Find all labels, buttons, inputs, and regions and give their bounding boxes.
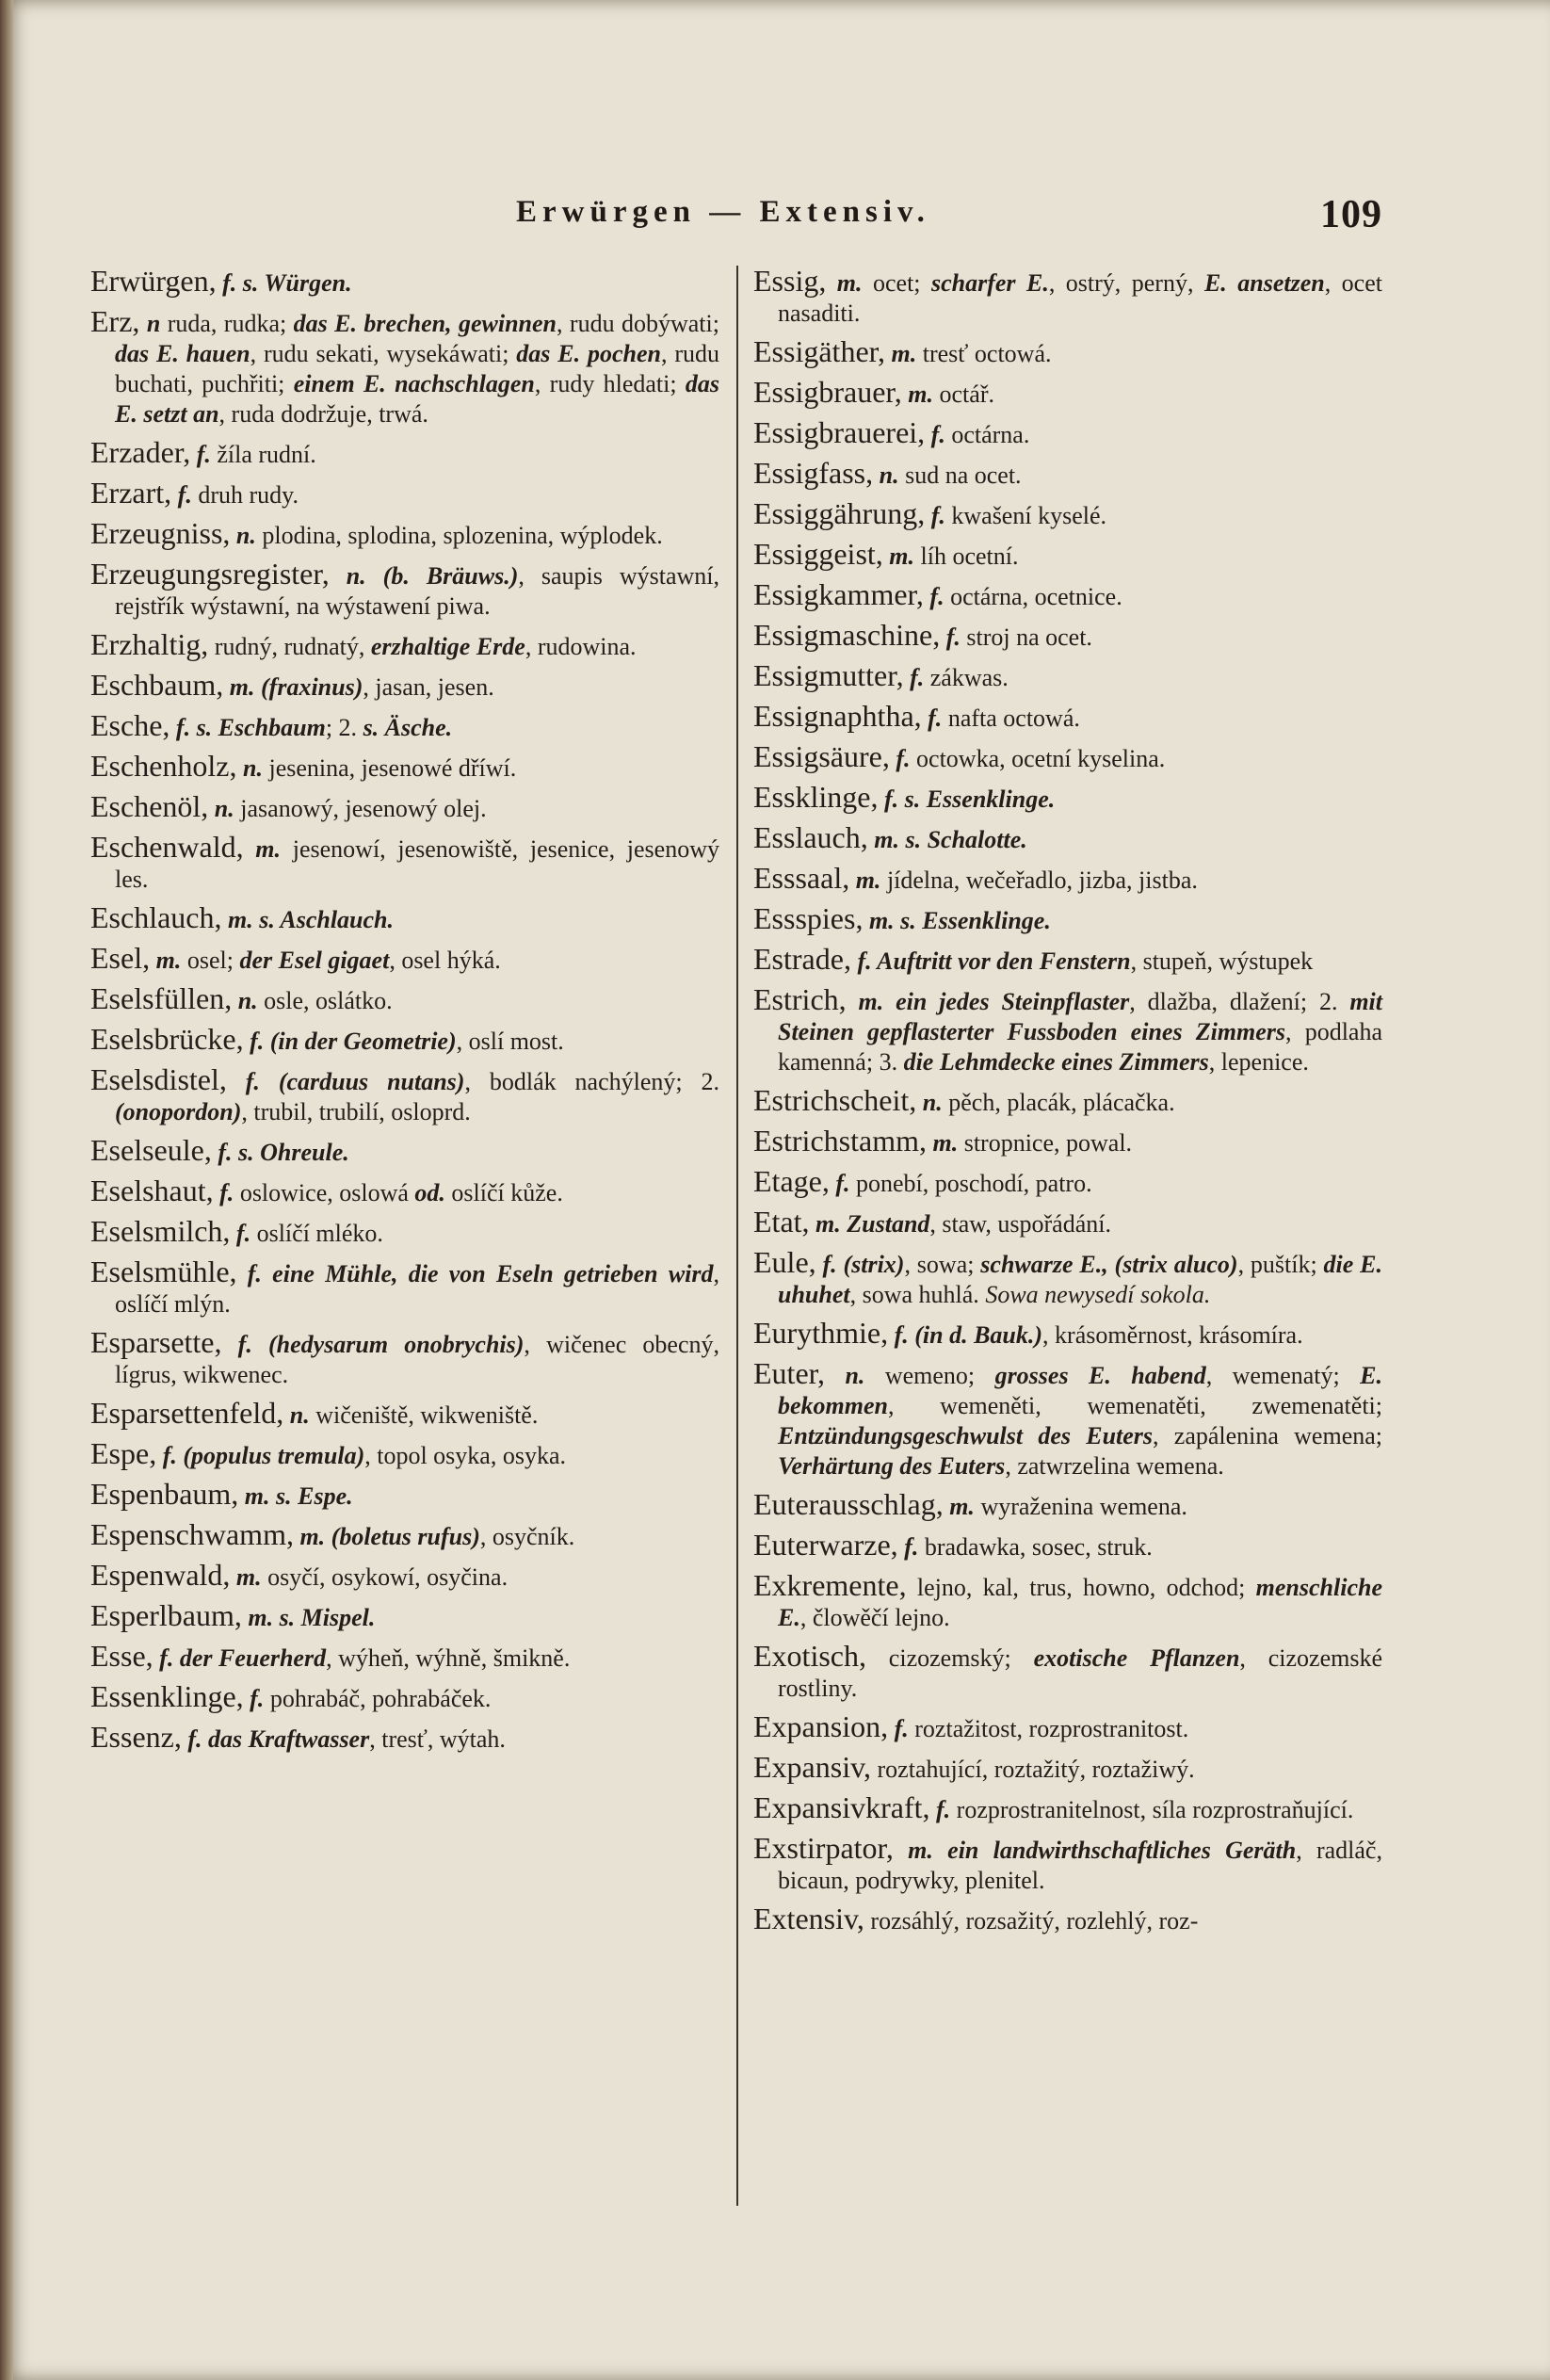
- german-phrase: f. (in der Geometrie): [243, 1028, 457, 1055]
- headword: Erwürgen,: [90, 264, 217, 298]
- translation-text: , wýheň, wýhně, šmikně.: [326, 1644, 571, 1672]
- german-phrase: f.: [903, 664, 925, 691]
- translation-text: , zatwrzelina wemena.: [1005, 1452, 1224, 1480]
- headword: Euter,: [753, 1356, 826, 1390]
- german-phrase: n.: [232, 987, 258, 1014]
- german-phrase: f. Auftritt vor den Fenstern: [850, 947, 1131, 975]
- translation-text: , člowěčí lejno.: [799, 1604, 950, 1631]
- german-phrase: f.: [923, 583, 945, 610]
- german-phrase: exotische Pflanzen: [1033, 1644, 1240, 1672]
- dictionary-entry: [90, 518, 719, 551]
- dictionary-entry: [753, 1166, 1382, 1199]
- translation-text: lejno, kal, trus, howno, odchod;: [906, 1574, 1256, 1601]
- headword: Estrichstamm,: [753, 1124, 927, 1158]
- headword: Esse,: [90, 1639, 153, 1673]
- german-phrase: das E. hauen: [115, 340, 250, 367]
- german-phrase: mit Steinen gepflasterter Fussboden eines Zimmers: [778, 988, 1382, 1045]
- translation-text: pohrabáč, pohrabáček.: [264, 1685, 492, 1712]
- dictionary-entry: [90, 437, 719, 470]
- translation-text: , osyčník.: [479, 1523, 575, 1550]
- headword: Essigmaschine,: [753, 618, 941, 652]
- dictionary-entry: [753, 377, 1382, 410]
- column-divider: [736, 266, 738, 2206]
- dictionary-entry: [90, 1175, 719, 1208]
- dictionary-entry: [90, 1681, 719, 1714]
- headword: Essig,: [753, 264, 827, 298]
- translation-text: ; 2.: [325, 714, 363, 741]
- translation-text: , staw, uspořádání.: [929, 1210, 1111, 1238]
- headword: Estrich,: [753, 982, 847, 1016]
- translation-text: octář.: [933, 380, 994, 408]
- german-phrase: m.: [230, 1563, 262, 1591]
- translation-text: oslíčí mléko.: [250, 1220, 383, 1247]
- translation-text: , krásoměrnost, krásomíra.: [1042, 1321, 1303, 1349]
- german-phrase: m. s. Mispel.: [241, 1604, 376, 1631]
- headword: Erzeugniss,: [90, 516, 231, 550]
- german-phrase: f.: [897, 1533, 919, 1561]
- dictionary-entry: [753, 903, 1382, 936]
- dictionary-entry: [753, 1530, 1382, 1562]
- dictionary-entry: [753, 660, 1382, 693]
- headword: Esparsettenfeld,: [90, 1396, 284, 1430]
- left-column: [90, 266, 719, 1762]
- headword: Exkremente,: [753, 1568, 907, 1602]
- translation-text: , rudy hledati;: [534, 370, 686, 397]
- translation-text: rudný, rudnatý,: [208, 633, 371, 660]
- dictionary-entry: [90, 1641, 719, 1674]
- dictionary-entry: [753, 579, 1382, 612]
- german-phrase: E. bekommen: [778, 1362, 1382, 1419]
- translation-text: zákwas.: [924, 664, 1009, 691]
- headword: Esperlbaum,: [90, 1598, 242, 1632]
- german-phrase: f.: [888, 1715, 909, 1742]
- translation-text: , radláč, bicaun, podrywky, plenitel.: [778, 1837, 1382, 1894]
- headword: Etage,: [753, 1164, 830, 1198]
- dictionary-entry: [753, 498, 1382, 531]
- headword: Esel,: [90, 941, 151, 975]
- headword: Expansiv,: [753, 1750, 872, 1784]
- translation-text: plodina, splodina, splozenina, wýplodek.: [255, 522, 663, 549]
- german-phrase: f.: [889, 745, 911, 772]
- german-phrase: m.: [885, 340, 917, 367]
- german-phrase: n: [139, 310, 161, 337]
- dictionary-entry: [753, 1752, 1382, 1785]
- dictionary-entry: [753, 266, 1382, 329]
- translation-text: roztažitost, rozprostranitost.: [908, 1715, 1189, 1742]
- dictionary-entry: [90, 1327, 719, 1390]
- dictionary-entry: [90, 1479, 719, 1512]
- translation-text: , lepenice.: [1208, 1048, 1309, 1076]
- translation-text: ocet;: [862, 269, 931, 297]
- dictionary-entry: [753, 984, 1382, 1077]
- german-phrase: f. (carduus nutans): [226, 1068, 465, 1095]
- headword: Estrade,: [753, 942, 851, 976]
- german-phrase: Sowa newysedí sokola.: [985, 1281, 1211, 1308]
- german-phrase: n.: [283, 1401, 310, 1429]
- german-phrase: s. Äsche.: [363, 714, 453, 741]
- translation-text: , zapálenina wemena;: [1153, 1422, 1382, 1449]
- dictionary-entry: [753, 1711, 1382, 1744]
- headword: Espenschwamm,: [90, 1517, 294, 1551]
- dictionary-entry: [753, 741, 1382, 774]
- dictionary-entry: [753, 458, 1382, 491]
- german-phrase: f.: [213, 1179, 234, 1206]
- translation-text: , rudu buchati, puchřiti;: [115, 340, 719, 397]
- german-phrase: das E. setzt an: [115, 370, 719, 428]
- dictionary-entry: [753, 822, 1382, 855]
- headword: Euterwarze,: [753, 1528, 898, 1562]
- dictionary-entry: [753, 1641, 1382, 1704]
- translation-text: octárna, ocetnice.: [944, 583, 1122, 610]
- translation-text: líh ocetní.: [914, 542, 1019, 570]
- german-phrase: f.: [190, 441, 211, 468]
- translation-text: , oslí most.: [456, 1028, 564, 1055]
- headword: Essiggährung,: [753, 496, 926, 530]
- translation-text: , ocet nasaditi.: [778, 269, 1382, 327]
- translation-text: oslíčí kůže.: [444, 1179, 563, 1206]
- translation-text: , puštík;: [1237, 1251, 1324, 1278]
- translation-text: pěch, placák, plácačka.: [942, 1089, 1175, 1116]
- headword: Essigkammer,: [753, 577, 924, 611]
- german-phrase: n. (b. Bräuws.): [329, 562, 519, 590]
- german-phrase: f.: [929, 1796, 951, 1823]
- translation-text: ponebí, poschodí, patro.: [849, 1170, 1092, 1197]
- dictionary-entry: [753, 863, 1382, 896]
- headword: Eschenöl,: [90, 789, 209, 823]
- dictionary-entry: [90, 1600, 719, 1633]
- page-number: 109: [1320, 193, 1382, 236]
- translation-text: druh rudy.: [191, 481, 299, 509]
- headword: Eselshaut,: [90, 1174, 214, 1207]
- translation-text: sud na ocet.: [898, 461, 1022, 489]
- dictionary-entry: [90, 983, 719, 1016]
- german-phrase: schwarze E., (strix aluco): [980, 1251, 1238, 1278]
- german-phrase: m.: [826, 269, 863, 297]
- dictionary-entry: [90, 266, 719, 299]
- german-phrase: f.: [940, 623, 961, 651]
- headword: Essenklinge,: [90, 1679, 244, 1713]
- headword: Essklinge,: [753, 780, 879, 814]
- german-phrase: n.: [208, 795, 234, 822]
- headword: Eselsbrücke,: [90, 1022, 244, 1056]
- dictionary-entry: [753, 1903, 1382, 1936]
- translation-text: , bodlák nachýlený; 2.: [464, 1068, 719, 1095]
- translation-text: , saupis wýstawní, rejstřík wýstawní, na wýstawení piwa.: [115, 562, 719, 620]
- dictionary-entry: [753, 782, 1382, 815]
- headword: Essigbrauerei,: [753, 415, 926, 449]
- german-phrase: m.: [882, 542, 915, 570]
- headword: Espe,: [90, 1436, 157, 1470]
- german-phrase: m. s. Schalotte.: [867, 826, 1027, 853]
- translation-text: , rudu sekati, wysekáwati;: [250, 340, 517, 367]
- headword: Essigsäure,: [753, 739, 890, 773]
- dictionary-entry: [90, 670, 719, 703]
- headword: Esssaal,: [753, 861, 850, 895]
- german-phrase: f. s. Eschbaum: [170, 714, 326, 741]
- headword: Eschbaum,: [90, 668, 224, 702]
- german-phrase: f. s. Essenklinge.: [878, 785, 1056, 813]
- dictionary-entry: [753, 417, 1382, 450]
- translation-text: jasanowý, jesenowý olej.: [234, 795, 487, 822]
- german-phrase: grosses E. habend: [994, 1362, 1206, 1389]
- translation-text: , rudu dobýwati;: [557, 310, 719, 337]
- translation-text: žíla rudní.: [210, 441, 316, 468]
- translation-text: wičeniště, wikweniště.: [309, 1401, 539, 1429]
- dictionary-entry: [90, 559, 719, 622]
- german-phrase: m.: [901, 380, 934, 408]
- german-phrase: das E. brechen, gewinnen: [293, 310, 557, 337]
- translation-text: jídelna, wečeřadlo, jizba, jistba.: [880, 866, 1198, 894]
- headword: Euterausschlag,: [753, 1487, 944, 1521]
- german-phrase: menschliche E.: [778, 1574, 1382, 1631]
- headword: Eschenholz,: [90, 749, 237, 783]
- german-phrase: f. (in d. Bauk.): [888, 1321, 1043, 1349]
- book-binding: [0, 0, 13, 2380]
- headword: Essspies,: [753, 901, 864, 935]
- dictionary-entry: [90, 1560, 719, 1593]
- german-phrase: f.: [925, 421, 945, 448]
- dictionary-entry: [90, 1256, 719, 1320]
- translation-text: bradawka, sosec, struk.: [918, 1533, 1153, 1561]
- translation-text: , osel hýká.: [389, 947, 501, 974]
- headword: Essiggeist,: [753, 537, 883, 571]
- dictionary-entry: [753, 1833, 1382, 1896]
- translation-text: octowka, ocetní kyselina.: [910, 745, 1166, 772]
- german-phrase: f.: [925, 502, 945, 529]
- dictionary-entry: [753, 1358, 1382, 1481]
- german-phrase: erzhaltige Erde: [370, 633, 525, 660]
- translation-text: kwašení kyselé.: [945, 502, 1106, 529]
- headword: Erzart,: [90, 476, 172, 510]
- dictionary-entry: [90, 1064, 719, 1127]
- headword: Eselsmühle,: [90, 1255, 237, 1288]
- translation-text: cizozemský;: [865, 1644, 1034, 1672]
- german-phrase: der Esel gigaet: [239, 947, 390, 974]
- german-phrase: m. s. Espe.: [238, 1482, 353, 1510]
- german-phrase: einem E. nachschlagen: [293, 370, 535, 397]
- translation-text: , jasan, jesen.: [363, 673, 494, 701]
- german-phrase: die E. uhuhet: [778, 1251, 1382, 1308]
- translation-text: stroj na ocet.: [960, 623, 1092, 651]
- german-phrase: m. ein jedes Steinpflaster: [846, 988, 1130, 1015]
- dictionary-entry: [753, 1489, 1382, 1522]
- headword: Espenwald,: [90, 1558, 231, 1592]
- german-phrase: f. (hedysarum onobrychis): [221, 1331, 525, 1358]
- translation-text: , stupeň, wýstupek: [1130, 947, 1314, 975]
- headword: Essigfass,: [753, 456, 874, 490]
- dictionary-entry: [90, 1519, 719, 1552]
- dictionary-entry: [90, 1135, 719, 1168]
- german-phrase: m. (boletus rufus): [293, 1523, 480, 1550]
- headword: Erzader,: [90, 435, 191, 469]
- translation-text: , trubil, trubilí, osloprd.: [241, 1098, 471, 1125]
- translation-text: rozsáhlý, rozsažitý, rozlehlý, roz-: [864, 1907, 1199, 1935]
- headword: Esslauch,: [753, 820, 868, 854]
- dictionary-entry: [90, 1438, 719, 1471]
- dictionary-entry: [753, 944, 1382, 977]
- headword: Exstirpator,: [753, 1831, 894, 1865]
- translation-text: wyraženina wemena.: [974, 1493, 1187, 1520]
- translation-text: osyčí, osykowí, osyčina.: [261, 1563, 509, 1591]
- translation-text: , ostrý, perný,: [1048, 269, 1204, 297]
- german-phrase: f. eine Mühle, die von Eseln getrieben wird: [236, 1260, 714, 1287]
- german-phrase: m. s. Essenklinge.: [863, 907, 1051, 934]
- german-phrase: f. s. Würgen.: [216, 269, 352, 297]
- german-phrase: od.: [414, 1179, 445, 1206]
- german-phrase: scharfer E.: [930, 269, 1049, 297]
- german-phrase: f. (strix): [815, 1251, 905, 1278]
- translation-text: osle, oslátko.: [257, 987, 393, 1014]
- dictionary-entry: [90, 710, 719, 743]
- translation-text: rozprostranitelnost, síla rozprostraňující.: [950, 1796, 1354, 1823]
- headword: Erzeugungsregister,: [90, 557, 330, 591]
- headword: Essigmutter,: [753, 658, 904, 692]
- dictionary-entry: [90, 902, 719, 935]
- german-phrase: m.: [849, 866, 881, 894]
- headword: Expansion,: [753, 1709, 889, 1743]
- headword: Eschlauch,: [90, 900, 222, 934]
- translation-text: , sowa;: [904, 1251, 981, 1278]
- dictionary-entry: [753, 1125, 1382, 1158]
- translation-text: nafta octowá.: [942, 704, 1080, 732]
- translation-text: , oslíčí mlýn.: [115, 1260, 719, 1318]
- headword: Essigäther,: [753, 334, 886, 368]
- dictionary-entry: [90, 478, 719, 510]
- headword: Eule,: [753, 1245, 816, 1279]
- dictionary-entry: [90, 751, 719, 784]
- headword: Erzhaltig,: [90, 627, 209, 661]
- german-phrase: das E. pochen: [516, 340, 661, 367]
- translation-text: , wemenatý;: [1205, 1362, 1361, 1389]
- dictionary-entry: [90, 1722, 719, 1755]
- headword: Etat,: [753, 1205, 810, 1239]
- dictionary-entry: [753, 1792, 1382, 1825]
- running-head: Erwürgen — Extensiv.: [516, 195, 930, 229]
- translation-text: ruda, rudka;: [160, 310, 294, 337]
- translation-text: osel;: [181, 947, 240, 974]
- translation-text: , topol osyka, osyka.: [364, 1442, 566, 1469]
- german-phrase: Entzündungsgeschwulst des Euters: [778, 1422, 1154, 1449]
- headword: Essenz,: [90, 1720, 182, 1754]
- dictionary-entry: [90, 791, 719, 824]
- headword: Eurythmie,: [753, 1316, 889, 1350]
- headword: Exotisch,: [753, 1639, 866, 1673]
- german-phrase: n.: [236, 754, 263, 782]
- translation-text: , podlaha kamenná; 3.: [778, 1018, 1382, 1076]
- translation-text: , wemeněti, wemenatěti, zwemenatěti;: [888, 1392, 1382, 1419]
- dictionary-entry: [753, 539, 1382, 572]
- german-phrase: f. das Kraftwasser: [181, 1725, 370, 1753]
- dictionary-entry: [90, 943, 719, 976]
- dictionary-entry: [90, 306, 719, 429]
- headword: Expansivkraft,: [753, 1790, 930, 1824]
- translation-text: , ruda dodržuje, trwá.: [218, 400, 428, 428]
- headword: Estrichscheit,: [753, 1083, 917, 1117]
- german-phrase: m.: [926, 1129, 959, 1157]
- translation-text: , rudowina.: [525, 633, 637, 660]
- german-phrase: f.: [829, 1170, 850, 1197]
- translation-text: roztahující, roztažitý, roztažiwý.: [871, 1756, 1195, 1783]
- translation-text: , tresť, wýtah.: [369, 1725, 506, 1753]
- translation-text: jesenowí, jesenowiště, jesenice, jesenowý les.: [115, 835, 719, 893]
- dictionary-entry: [90, 1024, 719, 1057]
- translation-text: wemeno;: [864, 1362, 995, 1389]
- translation-text: , sowa huhlá.: [849, 1281, 986, 1308]
- dictionary-entry: [753, 1247, 1382, 1310]
- german-phrase: Verhärtung des Euters: [778, 1452, 1006, 1480]
- dictionary-entry: [753, 1570, 1382, 1633]
- dictionary-entry: [753, 620, 1382, 653]
- right-column: [753, 266, 1382, 1944]
- german-phrase: f.: [171, 481, 192, 509]
- german-phrase: m. s. Aschlauch.: [221, 906, 395, 933]
- dictionary-entry: [90, 832, 719, 895]
- german-phrase: E. ansetzen: [1203, 269, 1325, 297]
- headword: Essignaphtha,: [753, 699, 922, 733]
- german-phrase: m. (fraxinus): [223, 673, 363, 701]
- german-phrase: f.: [921, 704, 943, 732]
- dictionary-entry: [753, 1206, 1382, 1239]
- translation-text: oslowice, oslowá: [234, 1179, 415, 1206]
- german-phrase: m. ein landwirthschaftliches Geräth: [893, 1837, 1297, 1864]
- dictionary-entry: [90, 1216, 719, 1249]
- translation-text: stropnice, powal.: [958, 1129, 1133, 1157]
- german-phrase: n.: [230, 522, 256, 549]
- german-phrase: die Lehmdecke eines Zimmers: [903, 1048, 1209, 1076]
- german-phrase: f. s. Ohreule.: [211, 1139, 349, 1166]
- headword: Eselsmilch,: [90, 1214, 231, 1248]
- translation-text: tresť octowá.: [916, 340, 1052, 367]
- translation-text: , dlažba, dlažení; 2.: [1129, 988, 1350, 1015]
- german-phrase: m. Zustand: [809, 1210, 930, 1238]
- german-phrase: m.: [943, 1493, 975, 1520]
- dictionary-entry: [753, 1085, 1382, 1118]
- dictionary-entry: [90, 1398, 719, 1431]
- german-phrase: n.: [873, 461, 899, 489]
- german-phrase: f.: [230, 1220, 251, 1247]
- dictionary-entry: [753, 701, 1382, 734]
- headword: Erz,: [90, 304, 140, 338]
- german-phrase: f.: [243, 1685, 265, 1712]
- german-phrase: f. (populus tremula): [156, 1442, 365, 1469]
- headword: Essigbrauer,: [753, 375, 902, 409]
- german-phrase: n.: [916, 1089, 943, 1116]
- translation-text: jesenina, jesenowé dříwí.: [262, 754, 517, 782]
- headword: Esparsette,: [90, 1325, 222, 1359]
- dictionary-entry: [753, 1318, 1382, 1351]
- dictionary-entry: [753, 336, 1382, 369]
- german-phrase: m.: [243, 835, 282, 863]
- headword: Eselsfüllen,: [90, 981, 233, 1015]
- translation-text: octárna.: [945, 421, 1030, 448]
- german-phrase: m.: [150, 947, 182, 974]
- headword: Espenbaum,: [90, 1477, 239, 1511]
- translation-text: , wičenec obecný, lígrus, wikwenec.: [115, 1331, 719, 1388]
- german-phrase: (onopordon): [115, 1098, 242, 1125]
- headword: Eschenwald,: [90, 830, 244, 864]
- headword: Eselseule,: [90, 1133, 212, 1167]
- headword: Eselsdistel,: [90, 1062, 227, 1096]
- german-phrase: f. der Feuerherd: [153, 1644, 327, 1672]
- translation-text: , cizozemské rostliny.: [778, 1644, 1382, 1702]
- headword: Esche,: [90, 708, 170, 742]
- german-phrase: n.: [825, 1362, 865, 1389]
- dictionary-entry: [90, 629, 719, 662]
- headword: Extensiv,: [753, 1902, 864, 1935]
